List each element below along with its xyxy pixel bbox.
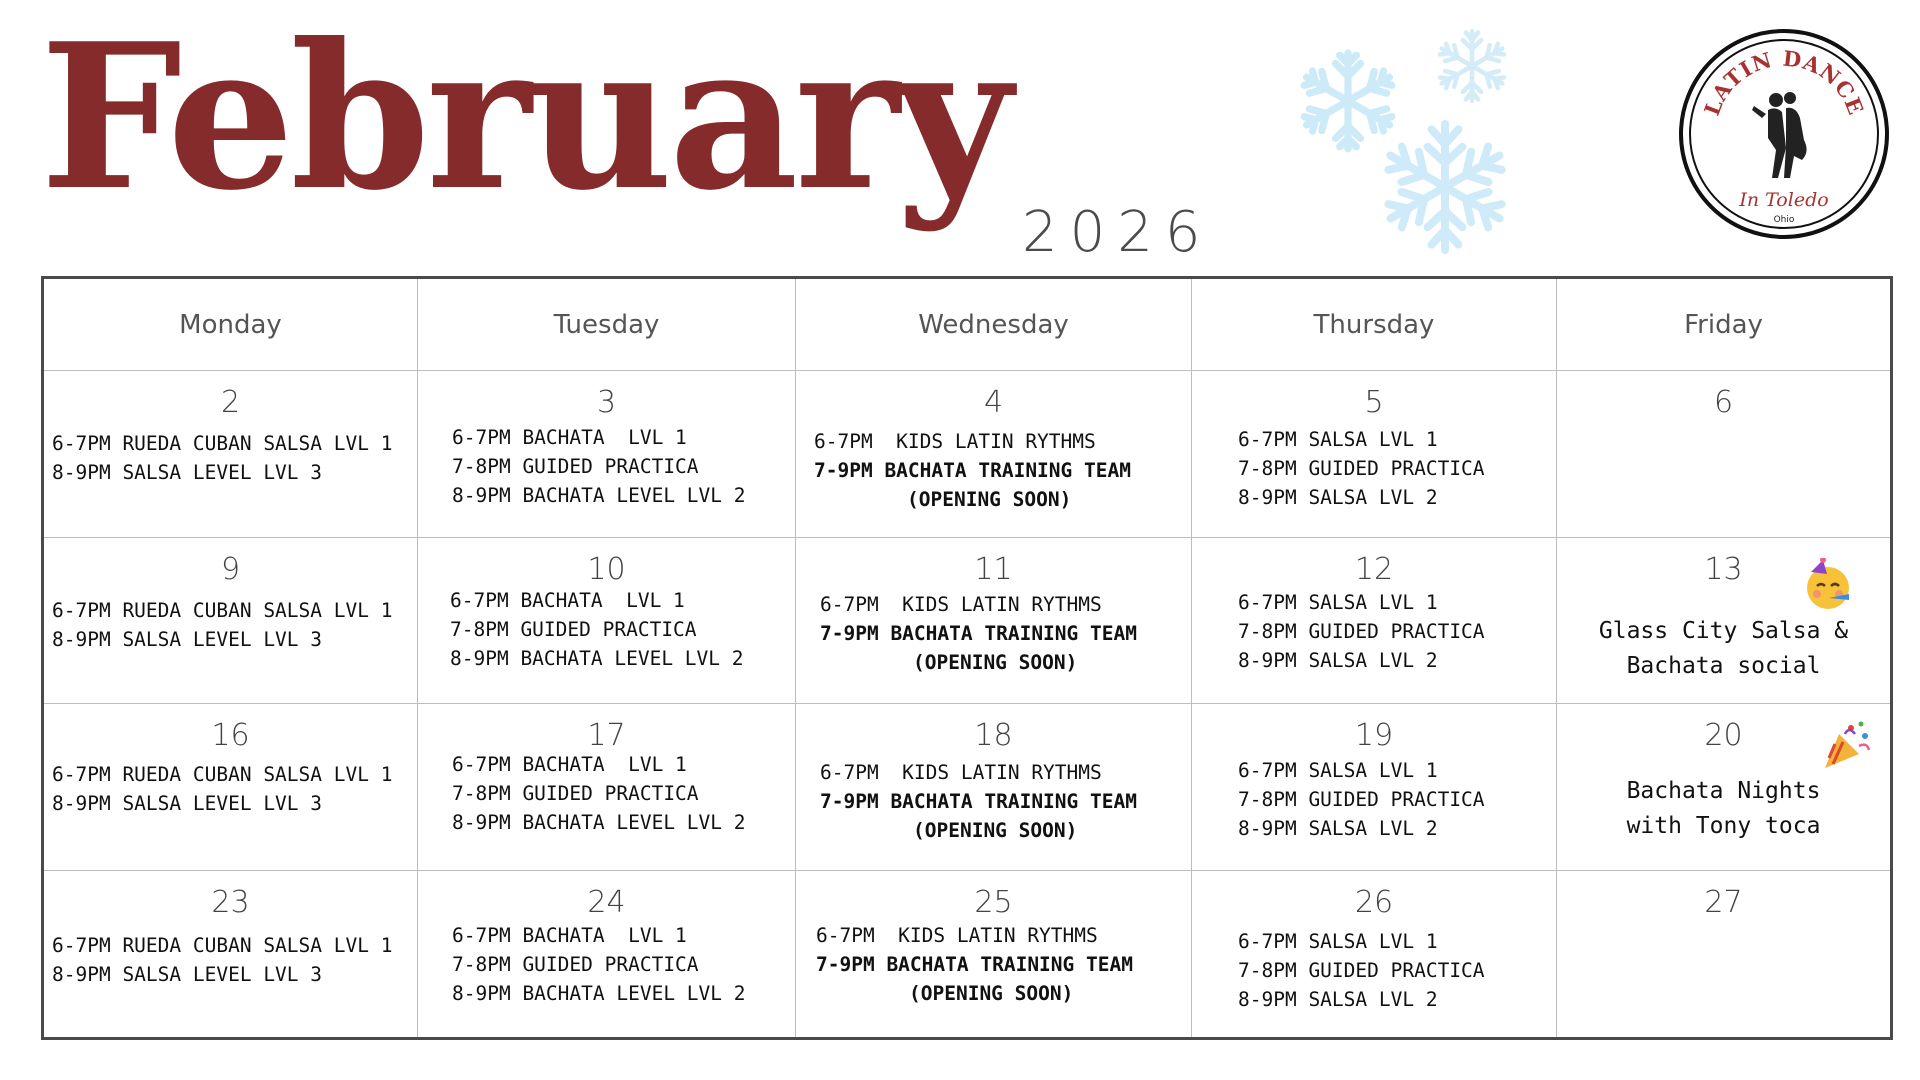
event-line: (OPENING SOON) bbox=[913, 819, 1078, 842]
day-cell bbox=[1557, 538, 1890, 705]
day-cell bbox=[796, 704, 1192, 871]
day-cell bbox=[44, 371, 418, 538]
day-number: 10 bbox=[587, 551, 626, 587]
event-line: 6-7PM BACHATA LVL 1 bbox=[452, 753, 687, 776]
event-line: 8-9PM SALSA LVL 2 bbox=[1238, 817, 1438, 840]
event-line: 6-7PM KIDS LATIN RYTHMS bbox=[820, 761, 1102, 784]
event-list bbox=[1238, 425, 1552, 512]
party-popper-icon bbox=[1821, 720, 1873, 772]
event-line: 6-7PM KIDS LATIN RYTHMS bbox=[814, 430, 1096, 453]
event-list bbox=[814, 427, 1187, 514]
event-line: 7-9PM BACHATA TRAINING TEAM bbox=[820, 790, 1137, 813]
day-cell bbox=[796, 538, 1192, 705]
day-cell bbox=[1192, 704, 1557, 871]
event-line: 8-9PM BACHATA LEVEL LVL 2 bbox=[450, 646, 744, 670]
event-line: 8-9PM BACHATA LEVEL LVL 2 bbox=[452, 981, 746, 1005]
day-number: 19 bbox=[1354, 718, 1394, 753]
day-number: 2 bbox=[220, 385, 241, 420]
day-number: 5 bbox=[1364, 385, 1384, 420]
event-line: 6-7PM BACHATA LVL 1 bbox=[452, 426, 687, 449]
event-list bbox=[1238, 927, 1552, 1014]
event-line: with Tony toca bbox=[1626, 813, 1821, 839]
event-line: 7-8PM GUIDED PRACTICA bbox=[452, 952, 699, 976]
day-number: 24 bbox=[587, 884, 626, 920]
day-cell bbox=[418, 371, 796, 538]
event-line: 6-7PM KIDS LATIN RYTHMS bbox=[820, 592, 1102, 616]
event-line: (OPENING SOON) bbox=[907, 488, 1072, 511]
event-line: 8-9PM SALSA LEVEL LVL 3 bbox=[52, 461, 323, 484]
year-label: 2026 bbox=[1022, 200, 1213, 265]
event-line: 7-8PM GUIDED PRACTICA bbox=[1238, 788, 1485, 811]
snowflake-icon bbox=[1378, 116, 1512, 258]
month-title: February bbox=[40, 0, 1009, 235]
event-line: 8-9PM SALSA LEVEL LVL 3 bbox=[52, 627, 323, 651]
event-list bbox=[52, 429, 413, 487]
day-number: 4 bbox=[983, 385, 1004, 420]
day-cell bbox=[44, 871, 418, 1038]
day-cell bbox=[418, 538, 796, 705]
event-line: 6-7PM RUEDA CUBAN SALSA LVL 1 bbox=[52, 598, 393, 622]
event-line: 7-8PM GUIDED PRACTICA bbox=[452, 455, 699, 478]
day-cell bbox=[1557, 371, 1890, 538]
day-number: 18 bbox=[974, 718, 1013, 753]
day-number: 9 bbox=[220, 551, 241, 587]
event-line: 6-7PM KIDS LATIN RYTHMS bbox=[816, 923, 1098, 947]
event-line: 8-9PM BACHATA LEVEL LVL 2 bbox=[452, 811, 746, 834]
event-line: (OPENING SOON) bbox=[909, 981, 1074, 1005]
event-line: 7-8PM GUIDED PRACTICA bbox=[450, 617, 697, 641]
event-social bbox=[1557, 774, 1890, 844]
snowflake-icon bbox=[1434, 26, 1510, 106]
day-number: 25 bbox=[974, 884, 1013, 920]
event-line: 7-9PM BACHATA TRAINING TEAM bbox=[816, 952, 1133, 976]
event-line: 7-9PM BACHATA TRAINING TEAM bbox=[814, 459, 1131, 482]
event-list bbox=[820, 590, 1187, 677]
event-line: 6-7PM RUEDA CUBAN SALSA LVL 1 bbox=[52, 933, 393, 957]
day-number: 3 bbox=[596, 385, 617, 420]
day-cell bbox=[1192, 538, 1557, 705]
event-line: 8-9PM SALSA LVL 2 bbox=[1238, 486, 1438, 509]
event-line: 7-8PM GUIDED PRACTICA bbox=[1238, 619, 1485, 643]
event-list bbox=[52, 931, 413, 989]
event-list bbox=[1238, 588, 1552, 675]
day-number: 12 bbox=[1354, 551, 1394, 587]
event-line: 6-7PM SALSA LVL 1 bbox=[1238, 590, 1438, 614]
event-line: 7-8PM GUIDED PRACTICA bbox=[1238, 457, 1485, 480]
day-number: 6 bbox=[1713, 385, 1734, 420]
event-social bbox=[1557, 614, 1890, 684]
event-list bbox=[450, 586, 791, 673]
event-list bbox=[452, 750, 791, 837]
event-list bbox=[52, 596, 413, 654]
day-cell bbox=[1192, 371, 1557, 538]
event-line: 7-8PM GUIDED PRACTICA bbox=[1238, 958, 1485, 982]
event-line: Glass City Salsa & bbox=[1598, 617, 1849, 644]
day-cell bbox=[1192, 871, 1557, 1038]
calendar-grid bbox=[41, 276, 1893, 1040]
event-list bbox=[452, 921, 791, 1008]
day-number: 26 bbox=[1354, 884, 1394, 920]
event-line: 7-9PM BACHATA TRAINING TEAM bbox=[820, 621, 1137, 645]
logo-sub-text: Ohio bbox=[1773, 215, 1795, 225]
event-list bbox=[816, 921, 1187, 1008]
day-cell bbox=[418, 871, 796, 1038]
weekday-wednesday: Wednesday bbox=[796, 279, 1192, 371]
day-cell bbox=[418, 704, 796, 871]
logo-top-text: LATIN DANCE bbox=[1698, 45, 1869, 119]
event-list bbox=[452, 423, 791, 510]
day-number: 27 bbox=[1704, 884, 1743, 920]
day-number: 13 bbox=[1704, 551, 1743, 587]
event-line: 8-9PM SALSA LEVEL LVL 3 bbox=[52, 962, 323, 986]
weekday-friday: Friday bbox=[1557, 279, 1890, 371]
event-line: 6-7PM SALSA LVL 1 bbox=[1238, 759, 1438, 782]
event-line: (OPENING SOON) bbox=[913, 650, 1078, 674]
event-line: 8-9PM SALSA LVL 2 bbox=[1238, 987, 1438, 1011]
day-cell bbox=[44, 538, 418, 705]
party-face-icon bbox=[1801, 558, 1855, 612]
event-line: 8-9PM BACHATA LEVEL LVL 2 bbox=[452, 484, 746, 507]
event-line: 8-9PM SALSA LVL 2 bbox=[1238, 648, 1438, 672]
day-cell bbox=[796, 871, 1192, 1038]
event-line: 6-7PM BACHATA LVL 1 bbox=[450, 588, 685, 612]
event-list bbox=[820, 758, 1187, 845]
event-list bbox=[1238, 756, 1552, 843]
event-list bbox=[52, 760, 413, 818]
day-number: 23 bbox=[211, 884, 250, 920]
day-cell bbox=[796, 371, 1192, 538]
weekday-monday: Monday bbox=[44, 279, 418, 371]
event-line: 7-8PM GUIDED PRACTICA bbox=[452, 782, 699, 805]
weekday-thursday: Thursday bbox=[1192, 279, 1557, 371]
event-line: Bachata social bbox=[1626, 652, 1821, 679]
event-line: 6-7PM RUEDA CUBAN SALSA LVL 1 bbox=[52, 763, 393, 786]
day-cell bbox=[1557, 871, 1890, 1038]
event-line: 6-7PM BACHATA LVL 1 bbox=[452, 923, 687, 947]
day-number: 11 bbox=[974, 551, 1013, 587]
event-line: Bachata Nights bbox=[1626, 778, 1821, 804]
logo-bottom-text: In Toledo bbox=[1739, 189, 1829, 211]
event-line: 6-7PM SALSA LVL 1 bbox=[1238, 929, 1438, 953]
day-number: 17 bbox=[587, 718, 626, 753]
day-number: 16 bbox=[211, 718, 250, 753]
dancers-logo bbox=[1678, 28, 1890, 240]
event-line: 6-7PM SALSA LVL 1 bbox=[1238, 428, 1438, 451]
weekday-tuesday: Tuesday bbox=[418, 279, 796, 371]
day-number: 20 bbox=[1704, 718, 1743, 753]
day-cell bbox=[44, 704, 418, 871]
day-cell bbox=[1557, 704, 1890, 871]
event-line: 6-7PM RUEDA CUBAN SALSA LVL 1 bbox=[52, 432, 393, 455]
event-line: 8-9PM SALSA LEVEL LVL 3 bbox=[52, 792, 323, 815]
